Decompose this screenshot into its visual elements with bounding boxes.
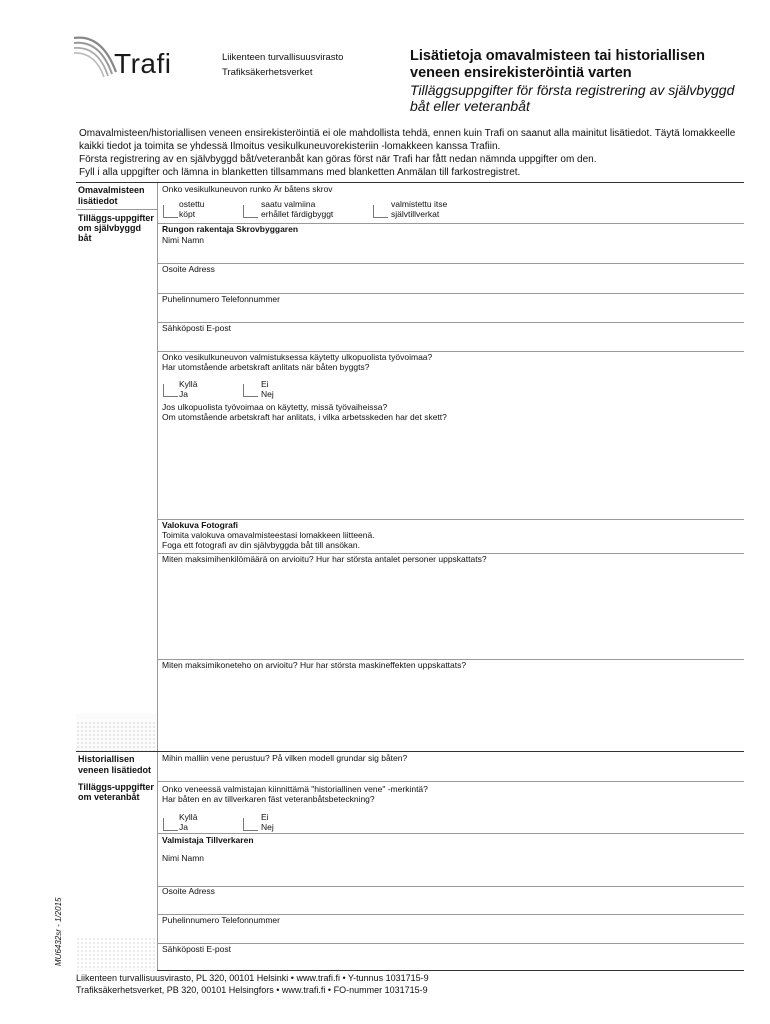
labour-question-fi: Onko vesikulkuneuvon valmistuksessa käytetty ulkopuolista työvoimaa? — [162, 352, 433, 362]
builder-name-row[interactable] — [157, 223, 744, 264]
footer — [76, 972, 429, 996]
photo-instruction-fi: Toimita valokuva omavalmisteestasi lomakkeen liitteenä. — [162, 530, 375, 540]
option-self-made: valmistettu itse självtillverkat — [391, 199, 448, 219]
intro-paragraph-2: Första registrering av en självbyggd båt/veteranbåt kan göras först när Trafi har fått nedan nämnda uppgifter om den. — [79, 154, 597, 165]
section-veteran-title-fi: Historiallisen veneen lisätiedot — [78, 754, 152, 775]
section-self-built-title-fi: Omavalmisteen lisätiedot — [78, 185, 145, 206]
builder-phone-row[interactable] — [157, 293, 744, 323]
option-mark-no: Ei Nej — [261, 812, 274, 832]
checkbox-self-made[interactable] — [373, 205, 388, 218]
maker-phone-label: Puhelinnumero Telefonnummer — [162, 915, 280, 925]
logo-wordmark: Trafi — [114, 48, 172, 79]
section-self-built-header — [76, 183, 158, 751]
footer-line-sv: Trafiksäkerhetsverket, PB 320, 00101 Helsingfors • www.trafi.fi • FO-nummer 1031715-9 — [76, 985, 428, 995]
form-table — [76, 182, 744, 970]
form-title-sv: Tilläggsuppgifter för första registrering av självbyggd båt eller veteranbåt — [410, 82, 735, 114]
maker-name-label: Nimi Namn — [162, 853, 205, 863]
intro-paragraph-1: Omavalmisteen/historiallisen veneen ensirekisteröintiä ei ole mahdollista tehdä, ennen kuin Trafi on saanut alla mainitut lisätiedot. Täytä lomakkeelle kaikki tiedot ja toimita se yhdessä Ilmoitus vesikulkuneuvorekisteriin -lomakkeen kanssa Trafiin. — [79, 128, 736, 152]
builder-email-label: Sähköposti E-post — [162, 323, 231, 333]
agency-name — [222, 50, 343, 80]
checkbox-labour-yes[interactable] — [163, 384, 178, 397]
checkbox-mark-yes[interactable] — [163, 818, 178, 831]
photo-row — [157, 519, 744, 554]
photo-label: Valokuva Fotografi — [162, 520, 239, 530]
footer-line-fi: Liikenteen turvallisuusvirasto, PL 320, 00101 Helsinki • www.trafi.fi • Y-tunnus 1031715-9 — [76, 973, 429, 983]
max-persons-row[interactable] — [157, 553, 744, 660]
option-mark-yes: Kyllä Ja — [179, 812, 198, 832]
checkbox-labour-no[interactable] — [243, 384, 258, 397]
option-labour-no: Ei Nej — [261, 379, 274, 399]
section-self-built-title-sv: Tilläggs-uppgifter om självbyggd båt — [76, 209, 157, 243]
agency-name-fi: Liikenteen turvallisuusvirasto — [222, 52, 344, 63]
maker-address-row[interactable] — [157, 885, 744, 915]
maker-address-label: Osoite Adress — [162, 886, 215, 896]
builder-name-label: Nimi Namn — [162, 235, 205, 245]
intro-text — [79, 127, 759, 179]
checkbox-mark-no[interactable] — [243, 818, 258, 831]
option-finished: saatu valmiina erhållet färdigbyggt — [261, 199, 334, 219]
form-code: MU6432sr - 1/2015 — [54, 897, 63, 966]
agency-name-sv: Trafiksäkerhetsverket — [222, 67, 313, 78]
hull-question: Onko vesikulkuneuvon runko Är båtens skrov — [162, 184, 333, 194]
intro-paragraph-3: Fyll i alla uppgifter och lämna in blanketten tillsammans med blanketten Anmälan till farkostregistret. — [79, 167, 521, 178]
hull-origin-row — [157, 183, 744, 224]
option-bought: ostettu köpt — [179, 199, 205, 219]
veteran-mark-row — [157, 781, 744, 833]
max-persons-question: Miten maksimihenkilömäärä on arvioitu? Hur har största antalet personer uppskattats? — [162, 554, 487, 564]
veteran-mark-question-fi: Onko veneessä valmistajan kiinnittämä "historiallinen vene" -merkintä? — [162, 784, 428, 794]
maker-label: Valmistaja Tillverkaren — [162, 835, 254, 845]
builder-address-row[interactable] — [157, 263, 744, 294]
base-model-question: Mihin malliin vene perustuu? På vilken modell grundar sig båten? — [162, 753, 408, 763]
labour-question-sv: Har utomstående arbetskraft anlitats när båten byggts? — [162, 362, 370, 372]
base-model-row[interactable] — [157, 751, 744, 782]
form-title-fi: Lisätietoja omavalmisteen tai historiallisen veneen ensirekisteröintiä varten — [410, 48, 705, 81]
section-veteran-header — [76, 751, 158, 971]
checkbox-bought[interactable] — [163, 205, 178, 218]
maker-phone-row[interactable] — [157, 914, 744, 944]
labour-row — [157, 351, 744, 401]
max-engine-question: Miten maksimikoneteho on arvioitu? Hur har största maskineffekten uppskattats? — [162, 660, 467, 670]
builder-phone-label: Puhelinnumero Telefonnummer — [162, 294, 280, 304]
checkbox-finished[interactable] — [243, 205, 258, 218]
work-phases-row[interactable] — [157, 401, 744, 520]
builder-address-label: Osoite Adress — [162, 264, 215, 274]
max-engine-row[interactable] — [157, 659, 744, 751]
work-phases-question-sv: Om utomstående arbetskraft har anlitats, i vilka arbetsskeden har det skett? — [162, 412, 447, 422]
work-phases-question-fi: Jos ulkopuolista työvoimaa on käytetty, missä työvaiheissa? — [162, 402, 388, 412]
section-dots — [76, 937, 157, 971]
option-labour-yes: Kyllä Ja — [179, 379, 198, 399]
section-veteran-title-sv: Tilläggs-uppgifter om veteranbåt — [78, 782, 154, 802]
section-dots — [76, 721, 157, 751]
photo-instruction-sv: Foga ett fotografi av din självbyggda båt till ansökan. — [162, 540, 360, 550]
maker-email-row[interactable] — [157, 943, 744, 971]
maker-email-label: Sähköposti E-post — [162, 944, 231, 954]
builder-label: Rungon rakentaja Skrovbyggaren — [162, 224, 299, 234]
builder-email-row[interactable] — [157, 322, 744, 352]
maker-name-row[interactable] — [157, 833, 744, 887]
veteran-mark-question-sv: Har båten en av tillverkaren fäst veteranbåtsbeteckning? — [162, 794, 375, 804]
